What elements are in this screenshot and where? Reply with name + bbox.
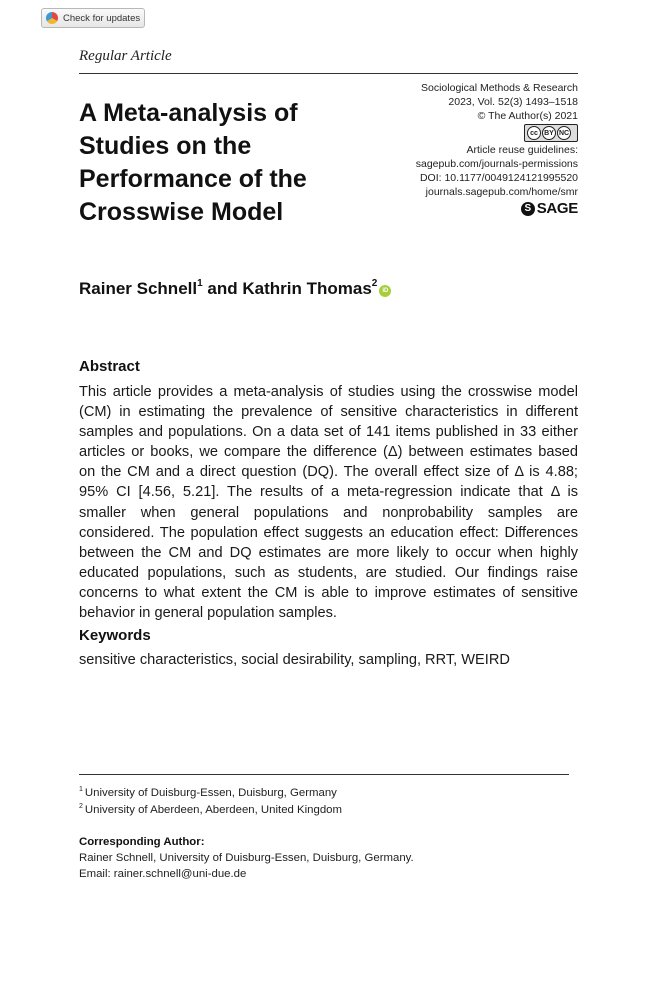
sage-logo <box>521 202 578 216</box>
orcid-icon[interactable]: iD <box>379 285 391 297</box>
article-type: Regular Article <box>79 48 172 64</box>
author-name: Rainer Schnell <box>79 279 198 298</box>
journal-name: Sociological Methods & Research <box>421 82 578 94</box>
journal-info <box>338 81 578 216</box>
abstract-body: This article provides a meta-analysis of studies using the crosswise model (CM) in estimating the prevalence of sensitive characteristics in different samples and populations. On a data set of 141 items published in 33 either articles or books, we compare the difference (Δ) between estimates based on the CM and a direct question (DQ). The overall effect size of Δ is 4.88; 95% CI [4.56, 5.21]. The results of a meta-regression indicate that Δ is smaller when general populations and nonprobability samples are considered. The population effect suggests an education effect: Differences between the CM and DQ estimates are more likely to occur when highly educated populations, such as students, are studied. Our findings raise concerns to what extent the CM is able to improve estimates of sensitive behavior in general population samples. <box>79 384 578 622</box>
author-list <box>79 279 391 299</box>
journal-volume: 2023, Vol. 52(3) 1493–1518 <box>448 96 578 108</box>
check-for-updates-button[interactable] <box>41 8 145 28</box>
author-name: Kathrin Thomas <box>242 279 372 298</box>
affiliation-mark: 1 <box>197 278 203 290</box>
cc-icon: cc <box>527 126 541 140</box>
affiliation-mark: 2 <box>371 278 378 290</box>
footnote-text: University of Aberdeen, Aberdeen, United Kingdom <box>84 803 342 816</box>
reuse-guidelines-link[interactable]: sagepub.com/journals-permissions <box>415 158 578 170</box>
authors-conjunction: and <box>207 279 238 298</box>
reuse-guidelines-label: Article reuse guidelines: <box>466 144 578 156</box>
corresponding-author-heading: Corresponding Author: <box>79 836 205 848</box>
footnote-mark: 1 <box>79 786 83 793</box>
cc-nc-icon: NC <box>557 126 571 140</box>
corresponding-author-email[interactable]: Email: rainer.schnell@uni-due.de <box>79 868 247 880</box>
doi[interactable]: DOI: 10.1177/0049124121995520 <box>419 172 578 184</box>
cc-license-badge[interactable] <box>524 124 578 142</box>
footnote-text: University of Duisburg-Essen, Duisburg, Germany <box>84 786 337 799</box>
corresponding-author-name: Rainer Schnell, University of Duisburg-Essen, Duisburg, Germany. <box>79 852 414 864</box>
cc-by-icon: BY <box>542 126 556 140</box>
footnote-divider <box>79 774 569 775</box>
affiliation-footnote <box>79 803 342 816</box>
crossmark-icon <box>46 12 58 24</box>
affiliation-footnote <box>79 786 337 799</box>
copyright-notice: © The Author(s) 2021 <box>477 110 578 122</box>
keywords-heading: Keywords <box>79 627 151 644</box>
abstract-heading: Abstract <box>79 358 140 375</box>
check-for-updates-label: Check for updates <box>63 12 141 24</box>
sage-mark-icon: S <box>521 202 535 216</box>
keywords-list: sensitive characteristics, social desirability, sampling, RRT, WEIRD <box>79 652 510 668</box>
article-title: A Meta-analysis of Studies on the Performance of the Crosswise Model <box>79 99 307 226</box>
header-divider <box>79 73 578 74</box>
publisher-name: SAGE <box>536 200 578 217</box>
footnote-mark: 2 <box>79 803 83 810</box>
journal-homepage-link[interactable]: journals.sagepub.com/home/smr <box>425 186 578 198</box>
